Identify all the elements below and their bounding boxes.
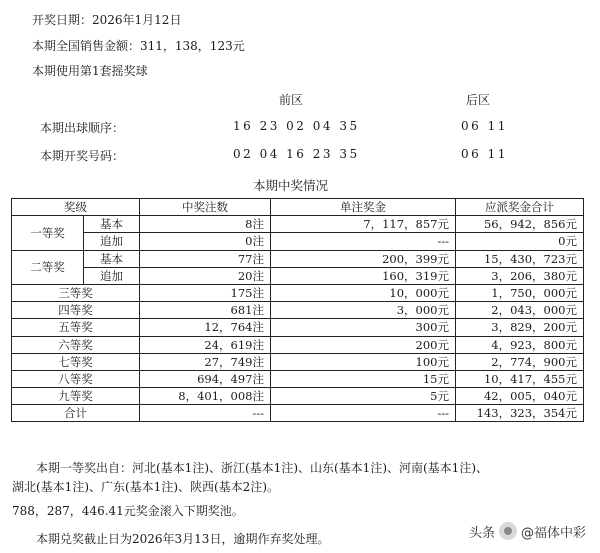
count-cell: 0注	[140, 233, 271, 250]
claim-deadline: 本期兑奖截止日为2026年3月13日，逾期作弃奖处理。	[36, 532, 330, 546]
draw-result-front: 02 04 16 23 35	[233, 147, 360, 161]
draw-date: 开奖日期：2026年1月12日	[32, 13, 182, 27]
prize-cell: 10，000元	[271, 284, 456, 301]
count-cell: 27，749注	[140, 353, 271, 370]
sub-level-cell: 追加	[84, 233, 140, 250]
table-row	[12, 319, 584, 336]
winners-line-1: 本期一等奖出自：河北(基本1注)、浙江(基本1注)、山东(基本1注)、河南(基本1注)、	[36, 461, 488, 475]
total-cell: 10，417，455元	[456, 370, 584, 387]
prize-cell: 3，000元	[271, 302, 456, 319]
total-cell: 1，750，000元	[456, 284, 584, 301]
prize-cell: 7，117，857元	[271, 216, 456, 233]
total-cell: 56，942，856元	[456, 216, 584, 233]
total-cell: 0元	[456, 233, 584, 250]
table-row	[12, 216, 584, 233]
sub-level-cell: 基本	[84, 216, 140, 233]
prize-cell: ---	[271, 405, 456, 422]
prize-cell: 5元	[271, 388, 456, 405]
table-row	[12, 250, 584, 267]
sales-total: 本期全国销售金额：311，138，123元	[32, 39, 245, 53]
draw-result-label: 本期开奖号码：	[40, 149, 125, 163]
table-row	[12, 302, 584, 319]
draw-order-back: 06 11	[461, 119, 508, 133]
prize-cell: 160，319元	[271, 267, 456, 284]
header-prize: 单注奖金	[271, 199, 456, 216]
table-row	[12, 336, 584, 353]
count-cell: ---	[140, 405, 271, 422]
total-cell: 15，430，723元	[456, 250, 584, 267]
level-cell: 八等奖	[12, 370, 140, 387]
ball-set-info: 本期使用第1套摇奖球	[32, 64, 148, 78]
prize-cell: 200元	[271, 336, 456, 353]
prize-cell: 100元	[271, 353, 456, 370]
total-cell: 143，323，354元	[456, 405, 584, 422]
table-title: 本期中奖情况	[253, 178, 329, 193]
level-cell: 合计	[12, 405, 140, 422]
count-cell: 20注	[140, 267, 271, 284]
total-cell: 2，043，000元	[456, 302, 584, 319]
level-cell: 二等奖	[12, 250, 84, 284]
draw-order-label: 本期出球顺序：	[40, 121, 125, 135]
draw-result-row	[0, 147, 600, 167]
draw-result-back: 06 11	[461, 147, 508, 161]
level-cell: 七等奖	[12, 353, 140, 370]
level-cell: 三等奖	[12, 284, 140, 301]
total-cell: 3，206，380元	[456, 267, 584, 284]
count-cell: 694，497注	[140, 370, 271, 387]
prize-table	[11, 198, 584, 422]
winners-line-2: 湖北(基本1注)、广东(基本1注)、陕西(基本2注)。	[12, 480, 279, 494]
table-header-row	[12, 199, 584, 216]
sub-level-cell: 追加	[84, 267, 140, 284]
table-row	[12, 370, 584, 387]
count-cell: 175注	[140, 284, 271, 301]
count-cell: 12，764注	[140, 319, 271, 336]
prize-cell: 200，399元	[271, 250, 456, 267]
sub-level-cell: 基本	[84, 250, 140, 267]
count-cell: 681注	[140, 302, 271, 319]
header-count: 中奖注数	[140, 199, 271, 216]
level-cell: 五等奖	[12, 319, 140, 336]
account-avatar-icon	[499, 522, 517, 540]
table-row	[12, 353, 584, 370]
total-cell: 4，923，800元	[456, 336, 584, 353]
watermark-handle: @福体中彩	[520, 525, 586, 541]
front-zone-label: 前区	[279, 93, 304, 107]
table-row	[12, 284, 584, 301]
total-cell: 2，774，900元	[456, 353, 584, 370]
level-cell: 九等奖	[12, 388, 140, 405]
watermark-prefix: 头条	[468, 525, 495, 541]
table-row	[12, 267, 584, 284]
level-cell: 四等奖	[12, 302, 140, 319]
zone-labels	[0, 91, 600, 111]
prize-cell: ---	[271, 233, 456, 250]
table-total-row	[12, 405, 584, 422]
level-cell: 六等奖	[12, 336, 140, 353]
header-total: 应派奖金合计	[456, 199, 584, 216]
prize-cell: 300元	[271, 319, 456, 336]
total-cell: 3，829，200元	[456, 319, 584, 336]
count-cell: 8，401，008注	[140, 388, 271, 405]
header-level: 奖级	[12, 199, 140, 216]
prize-pool-rollover: 788，287，446.41元奖金滚入下期奖池。	[12, 504, 244, 518]
count-cell: 8注	[140, 216, 271, 233]
draw-order-front: 16 23 02 04 35	[233, 119, 360, 133]
table-row	[12, 388, 584, 405]
watermark	[469, 519, 586, 543]
count-cell: 77注	[140, 250, 271, 267]
first-prize-winners	[12, 459, 488, 497]
back-zone-label: 后区	[466, 93, 491, 107]
count-cell: 24，619注	[140, 336, 271, 353]
total-cell: 42，005，040元	[456, 388, 584, 405]
level-cell: 一等奖	[12, 216, 84, 250]
prize-cell: 15元	[271, 370, 456, 387]
draw-order-row	[0, 119, 600, 139]
table-row	[12, 233, 584, 250]
